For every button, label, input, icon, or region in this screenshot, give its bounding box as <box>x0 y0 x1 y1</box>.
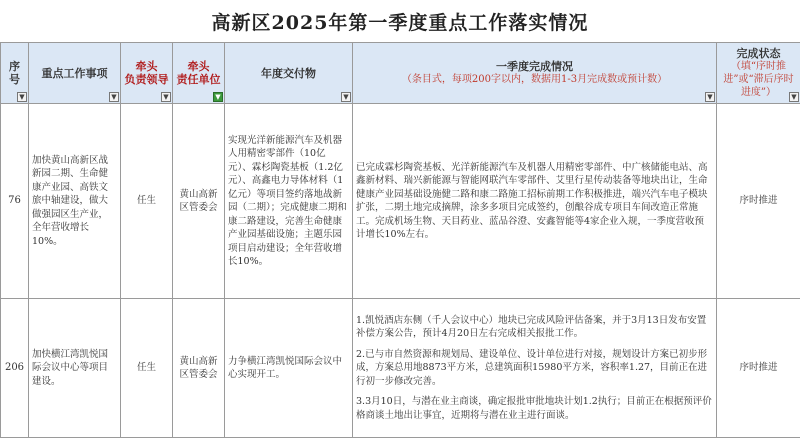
row-leader[interactable]: 任生 <box>121 299 173 438</box>
row-status[interactable]: 序时推进 <box>717 299 800 438</box>
filter-dropdown-icon[interactable]: ▼ <box>109 92 119 102</box>
row-unit[interactable]: 黄山高新区管委会 <box>173 299 225 438</box>
row-deliverable[interactable]: 力争横江湾凯悦国际会议中心实现开工。 <box>225 299 353 438</box>
work-table <box>0 42 800 438</box>
header-row <box>1 43 800 104</box>
row-task[interactable]: 加快横江湾凯悦国际会议中心等项目建设。 <box>29 299 121 438</box>
filter-dropdown-icon[interactable]: ▼ <box>789 92 799 102</box>
page-title: 高新区2025年第一季度重点工作落实情况 <box>212 8 589 35</box>
progress-item: 3.3月10日，与潜在业主商谈，确定报批审批地块计划1.2执行；目前正在根据预评价格商谈土地出让事宜，近期将与潜在业主进行面谈。 <box>356 395 713 422</box>
title-bar <box>0 0 800 42</box>
table-row[interactable] <box>1 104 800 299</box>
row-leader[interactable]: 任生 <box>121 104 173 299</box>
header-progress[interactable]: 一季度完成情况 （条目式，每项200字以内，数据用1-3月完成数或预计数） ▼ <box>353 43 717 104</box>
header-leader[interactable]: 牵头 负责领导 ▼ <box>121 43 173 104</box>
row-deliverable[interactable]: 实现光洋新能源汽车及机器人用精密零部件（10亿元）、霖杉陶瓷基板（1.2亿元）、高鑫电力导体材料（1亿元）等项目签约落地战新园（二期）；完成健康二期和康二路建设，完善生命健康产业园基础设施；主题乐园项目启动建设；全年营收增长10%。 <box>225 104 353 299</box>
row-seq[interactable]: 206 <box>1 299 29 438</box>
row-unit[interactable]: 黄山高新区管委会 <box>173 104 225 299</box>
header-unit[interactable]: 牵头 责任单位 ▼ <box>173 43 225 104</box>
progress-item: 已完成霖杉陶瓷基板、光洋新能源汽车及机器人用精密零部件、中广核储能电站、高鑫新材料、瑞兴新能源与智能网联汽车零部件、艾里行星传动装备等地块出让，生命健康产业园基础设施健二路和康二路施工招标前期工作积极推进，端兴汽车电子模块扩张，二期土地完成摘牌，涂多多项目完成签约，创酿谷成专项目车间改造正常施工。完成机场生物、天目药业、蓝品谷澄、安鑫智能等4家企业入规，一季度营收预计增长10%左右。 <box>356 161 713 242</box>
filter-active-icon[interactable]: ▼ <box>213 92 223 102</box>
table-row[interactable] <box>1 299 800 438</box>
filter-dropdown-icon[interactable]: ▼ <box>161 92 171 102</box>
header-task[interactable]: 重点工作事项 ▼ <box>29 43 121 104</box>
progress-item: 2.已与市自然资源和规划局、建设单位、设计单位进行对接，规划设计方案已初步形成，方案总用地8873平方米，总建筑面积15980平方米，容积率1.27，目前正在进行初一步修改完善。 <box>356 348 713 389</box>
header-seq[interactable]: 序号 ▼ <box>1 43 29 104</box>
row-progress[interactable] <box>353 104 717 299</box>
filter-dropdown-icon[interactable]: ▼ <box>705 92 715 102</box>
row-status[interactable]: 序时推进 <box>717 104 800 299</box>
row-seq[interactable]: 76 <box>1 104 29 299</box>
progress-item: 1.凯悦酒店东侧（千人会议中心）地块已完成风险评估备案，并于3月13日发布安置补偿方案公告，预计4月20日左右完成相关报批工作。 <box>356 314 713 341</box>
filter-dropdown-icon[interactable]: ▼ <box>17 92 27 102</box>
row-progress[interactable] <box>353 299 717 438</box>
header-status[interactable]: 完成状态 （填“序时推进”或“滞后序时进度”） ▼ <box>717 43 800 104</box>
row-task[interactable]: 加快黄山高新区战新园二期、生命健康产业园、高铁文旅中轴建设，做大做强园区生产业，全年营收增长10%。 <box>29 104 121 299</box>
header-deliverable[interactable]: 年度交付物 ▼ <box>225 43 353 104</box>
filter-dropdown-icon[interactable]: ▼ <box>341 92 351 102</box>
